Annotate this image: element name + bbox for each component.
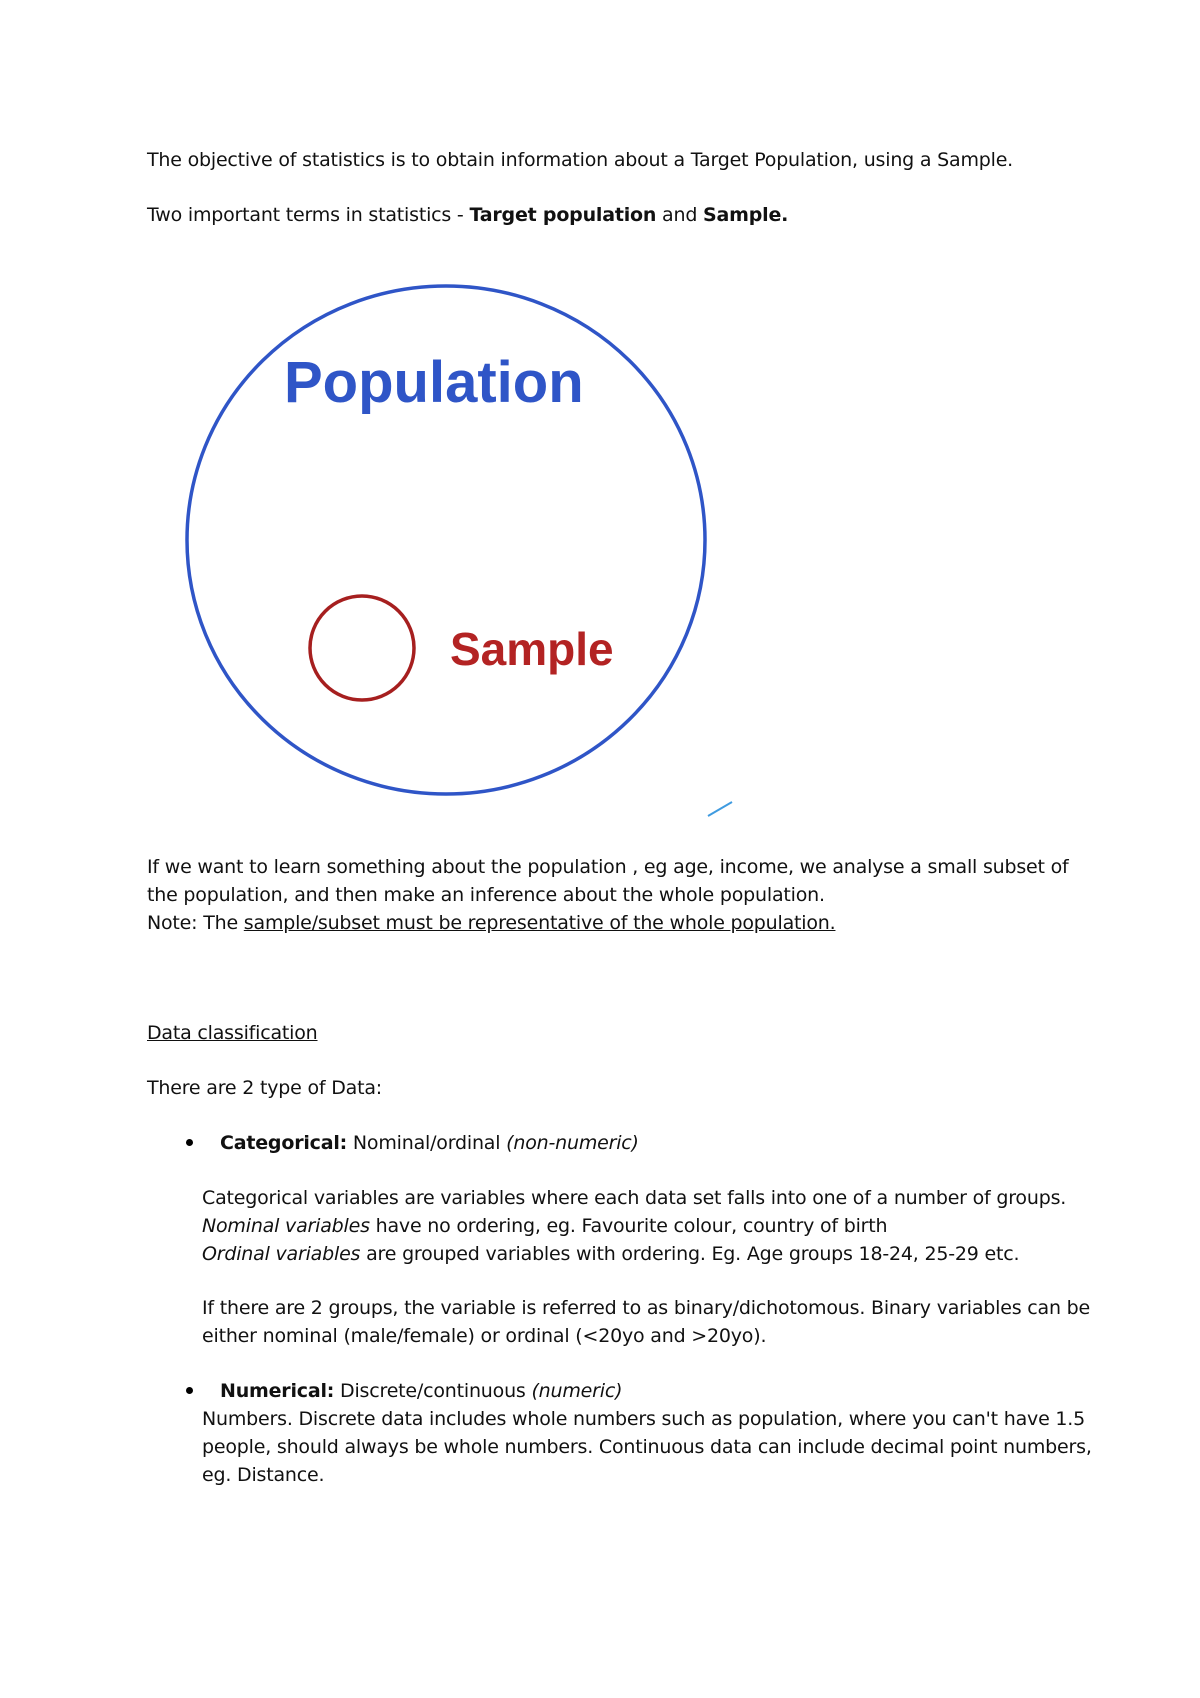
nominal-line bbox=[202, 1212, 887, 1240]
numerical-label: Numerical: bbox=[220, 1380, 335, 1402]
cursor-mark bbox=[708, 802, 732, 816]
diagram-svg bbox=[180, 278, 740, 828]
terms-target-population: Target population bbox=[469, 204, 657, 226]
categorical-kinds: Nominal/ordinal bbox=[347, 1132, 507, 1154]
sample-label: Sample bbox=[450, 623, 614, 675]
ordinal-text: are grouped variables with ordering. Eg. Age groups 18-24, 25-29 etc. bbox=[360, 1243, 1020, 1265]
categorical-desc-line bbox=[202, 1184, 1066, 1212]
numerical-desc-line-2 bbox=[202, 1433, 1092, 1461]
numerical-desc-2: people, should always be whole numbers. Continuous data can include decimal point numbers, bbox=[202, 1436, 1092, 1458]
binary-line-2 bbox=[202, 1322, 766, 1350]
terms-and: and bbox=[656, 204, 704, 226]
inference-text-2: the population, and then make an inference about the whole population. bbox=[147, 884, 825, 906]
note-text: sample/subset must be representative of the whole population. bbox=[243, 912, 836, 934]
binary-line-1 bbox=[202, 1294, 1090, 1322]
numerical-desc-3: eg. Distance. bbox=[202, 1464, 325, 1486]
numerical-desc-line-3 bbox=[202, 1461, 324, 1489]
inference-line-1 bbox=[147, 853, 1069, 881]
nominal-term: Nominal variables bbox=[202, 1215, 370, 1237]
note-line bbox=[147, 909, 835, 937]
numerical-desc-line-1 bbox=[202, 1405, 1085, 1433]
ordinal-line bbox=[202, 1240, 1019, 1268]
numerical-kind-note: (numeric) bbox=[531, 1380, 623, 1402]
terms-line bbox=[147, 201, 788, 229]
data-classification-heading: Data classification bbox=[147, 1022, 318, 1044]
inference-line-2 bbox=[147, 881, 825, 909]
objective-line bbox=[147, 146, 1013, 174]
types-intro-text: There are 2 type of Data: bbox=[147, 1077, 382, 1099]
ordinal-term: Ordinal variables bbox=[202, 1243, 361, 1265]
terms-sample: Sample. bbox=[703, 204, 789, 226]
binary-text-2: either nominal (male/female) or ordinal (<20yo and >20yo). bbox=[202, 1325, 767, 1347]
numerical-line bbox=[220, 1377, 622, 1405]
bullet-numerical bbox=[186, 1387, 193, 1394]
categorical-kind-note: (non-numeric) bbox=[506, 1132, 639, 1154]
terms-prefix: Two important terms in statistics - bbox=[147, 204, 470, 226]
types-intro-line bbox=[147, 1074, 382, 1102]
objective-text: The objective of statistics is to obtain information about a Target Population, using a Sample. bbox=[147, 149, 1014, 171]
numerical-desc-1: Numbers. Discrete data includes whole numbers such as population, where you can't have 1.5 bbox=[202, 1408, 1086, 1430]
categorical-desc: Categorical variables are variables where each data set falls into one of a number of groups. bbox=[202, 1187, 1067, 1209]
nominal-text: have no ordering, eg. Favourite colour, country of birth bbox=[369, 1215, 888, 1237]
note-label: Note: The bbox=[147, 912, 244, 934]
numerical-kinds: Discrete/continuous bbox=[334, 1380, 532, 1402]
categorical-line bbox=[220, 1129, 639, 1157]
sample-circle bbox=[310, 596, 414, 700]
binary-text-1: If there are 2 groups, the variable is referred to as binary/dichotomous. Binary variables can be bbox=[202, 1297, 1090, 1319]
categorical-label: Categorical: bbox=[220, 1132, 348, 1154]
bullet-categorical bbox=[186, 1139, 193, 1146]
population-label: Population bbox=[284, 350, 584, 415]
inference-text-1: If we want to learn something about the population , eg age, income, we analyse a small subset of bbox=[147, 856, 1069, 878]
population-sample-diagram bbox=[180, 278, 740, 828]
